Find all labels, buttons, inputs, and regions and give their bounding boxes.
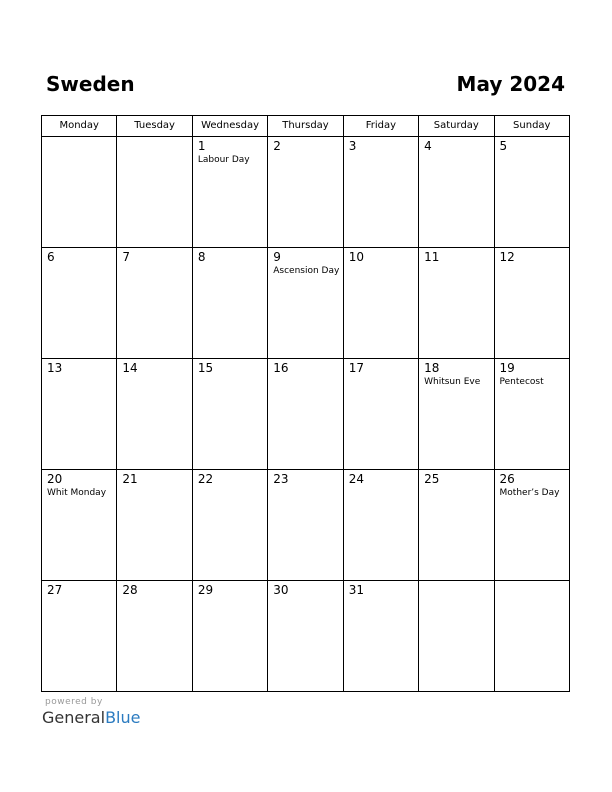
day-cell-content xyxy=(42,581,116,598)
day-cell-content xyxy=(419,248,493,265)
calendar-day-cell xyxy=(117,137,192,248)
calendar-day-cell[interactable] xyxy=(117,581,192,692)
day-cell-content xyxy=(42,359,116,376)
holiday-label: Whitsun Eve xyxy=(424,377,481,387)
day-cell-content xyxy=(268,137,342,154)
day-number: 26 xyxy=(499,472,515,486)
day-number: 7 xyxy=(122,250,131,264)
day-cell-content xyxy=(419,137,493,154)
day-number: 5 xyxy=(499,139,508,153)
calendar-day-cell[interactable] xyxy=(494,359,569,470)
day-number: 21 xyxy=(122,472,138,486)
day-cell-content xyxy=(42,470,116,500)
day-cell-content xyxy=(495,359,569,389)
day-cell-content xyxy=(268,359,342,376)
calendar-day-cell[interactable] xyxy=(42,470,117,581)
calendar-day-cell[interactable] xyxy=(42,581,117,692)
calendar-day-cell[interactable] xyxy=(117,359,192,470)
day-number: 28 xyxy=(122,583,138,597)
calendar-day-cell[interactable] xyxy=(42,248,117,359)
day-number: 19 xyxy=(499,361,515,375)
calendar-day-cell[interactable] xyxy=(343,137,418,248)
day-number: 25 xyxy=(424,472,440,486)
weekday-header-wednesday: Wednesday xyxy=(192,116,267,137)
calendar-day-cell[interactable] xyxy=(268,137,343,248)
day-cell-content xyxy=(193,359,267,376)
day-cell-content xyxy=(117,581,191,598)
day-number: 14 xyxy=(122,361,138,375)
day-number: 18 xyxy=(424,361,440,375)
calendar-day-cell[interactable] xyxy=(192,581,267,692)
day-number: 30 xyxy=(273,583,289,597)
day-cell-content xyxy=(495,137,569,154)
weekday-header-sunday: Sunday xyxy=(494,116,569,137)
calendar-day-cell[interactable] xyxy=(268,581,343,692)
day-cell-content xyxy=(117,470,191,487)
day-cell-content xyxy=(495,581,569,583)
calendar-day-cell[interactable] xyxy=(494,248,569,359)
day-cell-content xyxy=(42,248,116,265)
day-number: 15 xyxy=(197,361,214,375)
day-cell-content xyxy=(193,470,267,487)
day-number: 6 xyxy=(47,250,55,264)
weekday-header-monday: Monday xyxy=(42,116,117,137)
holiday-label: Mother’s Day xyxy=(499,488,560,498)
day-cell-content xyxy=(193,248,267,265)
calendar-day-cell[interactable] xyxy=(419,137,494,248)
calendar-day-cell[interactable] xyxy=(419,359,494,470)
weekday-header-friday: Friday xyxy=(343,116,418,137)
weekday-header-saturday: Saturday xyxy=(419,116,494,137)
day-number: 2 xyxy=(273,139,281,153)
calendar-day-cell[interactable] xyxy=(343,581,418,692)
calendar-day-cell[interactable] xyxy=(42,359,117,470)
calendar-day-cell[interactable] xyxy=(268,470,343,581)
day-cell-content xyxy=(117,359,191,376)
day-number: 12 xyxy=(499,250,515,264)
calendar-day-cell[interactable] xyxy=(343,359,418,470)
day-number: 10 xyxy=(348,250,364,264)
day-number: 17 xyxy=(348,361,364,375)
calendar-day-cell xyxy=(494,581,569,692)
day-number: 29 xyxy=(197,583,214,597)
weekday-header-thursday: Thursday xyxy=(268,116,343,137)
holiday-label: Ascension Day xyxy=(273,266,340,276)
day-cell-content xyxy=(344,470,418,487)
day-number: 3 xyxy=(348,139,357,153)
calendar-day-cell[interactable] xyxy=(117,248,192,359)
holiday-label: Pentecost xyxy=(499,377,544,387)
calendar-week-row xyxy=(42,359,570,470)
day-cell-content xyxy=(117,248,191,265)
day-number: 1 xyxy=(197,139,206,153)
day-number: 22 xyxy=(197,472,214,486)
day-cell-content xyxy=(495,248,569,265)
day-cell-content xyxy=(193,581,267,598)
day-cell-content xyxy=(344,137,418,154)
country-title: Sweden xyxy=(46,72,135,96)
holiday-label: Whit Monday xyxy=(47,488,107,498)
day-cell-content xyxy=(419,359,493,389)
day-cell-content xyxy=(344,359,418,376)
calendar-day-cell xyxy=(419,581,494,692)
calendar-day-cell[interactable] xyxy=(192,137,267,248)
brand-blue-text: Blue xyxy=(105,708,141,727)
brand-general-text: General xyxy=(42,708,106,727)
calendar-day-cell[interactable] xyxy=(343,470,418,581)
day-number: 13 xyxy=(47,361,63,375)
day-cell-content xyxy=(495,470,569,500)
day-number: 20 xyxy=(47,472,63,486)
calendar-day-cell xyxy=(42,137,117,248)
calendar-day-cell[interactable] xyxy=(192,248,267,359)
holiday-label: Labour Day xyxy=(197,155,250,165)
month-year-title: May 2024 xyxy=(456,72,565,96)
day-cell-content xyxy=(419,470,493,487)
day-number: 11 xyxy=(424,250,440,264)
powered-by-label: powered by xyxy=(45,697,103,707)
calendar-day-cell[interactable] xyxy=(268,359,343,470)
day-cell-content xyxy=(193,137,267,167)
calendar-day-cell[interactable] xyxy=(192,359,267,470)
calendar-grid xyxy=(41,115,570,692)
brand-logo[interactable] xyxy=(42,707,140,729)
day-cell-content xyxy=(268,581,342,598)
calendar-day-cell[interactable] xyxy=(343,248,418,359)
calendar-day-cell[interactable] xyxy=(494,137,569,248)
day-number: 8 xyxy=(197,250,206,264)
day-cell-content xyxy=(419,581,493,583)
calendar-day-cell[interactable] xyxy=(268,248,343,359)
day-number: 23 xyxy=(273,472,289,486)
calendar-day-cell[interactable] xyxy=(419,470,494,581)
calendar-day-cell[interactable] xyxy=(192,470,267,581)
day-cell-content xyxy=(344,248,418,265)
day-cell-content xyxy=(42,137,116,139)
day-number: 9 xyxy=(273,250,281,264)
day-number: 16 xyxy=(273,361,289,375)
day-number: 4 xyxy=(424,139,432,153)
day-cell-content xyxy=(117,137,191,139)
calendar-week-row xyxy=(42,470,570,581)
day-cell-content xyxy=(268,470,342,487)
calendar-day-cell[interactable] xyxy=(494,470,569,581)
day-cell-content xyxy=(344,581,418,598)
calendar-day-cell[interactable] xyxy=(117,470,192,581)
weekday-header-tuesday: Tuesday xyxy=(117,116,192,137)
calendar-week-row xyxy=(42,248,570,359)
calendar-week-row xyxy=(42,581,570,692)
weekday-header-row xyxy=(42,116,570,137)
day-number: 24 xyxy=(348,472,364,486)
day-cell-content xyxy=(268,248,342,278)
calendar-day-cell[interactable] xyxy=(419,248,494,359)
day-number: 31 xyxy=(348,583,364,597)
calendar-week-row xyxy=(42,137,570,248)
day-number: 27 xyxy=(47,583,63,597)
